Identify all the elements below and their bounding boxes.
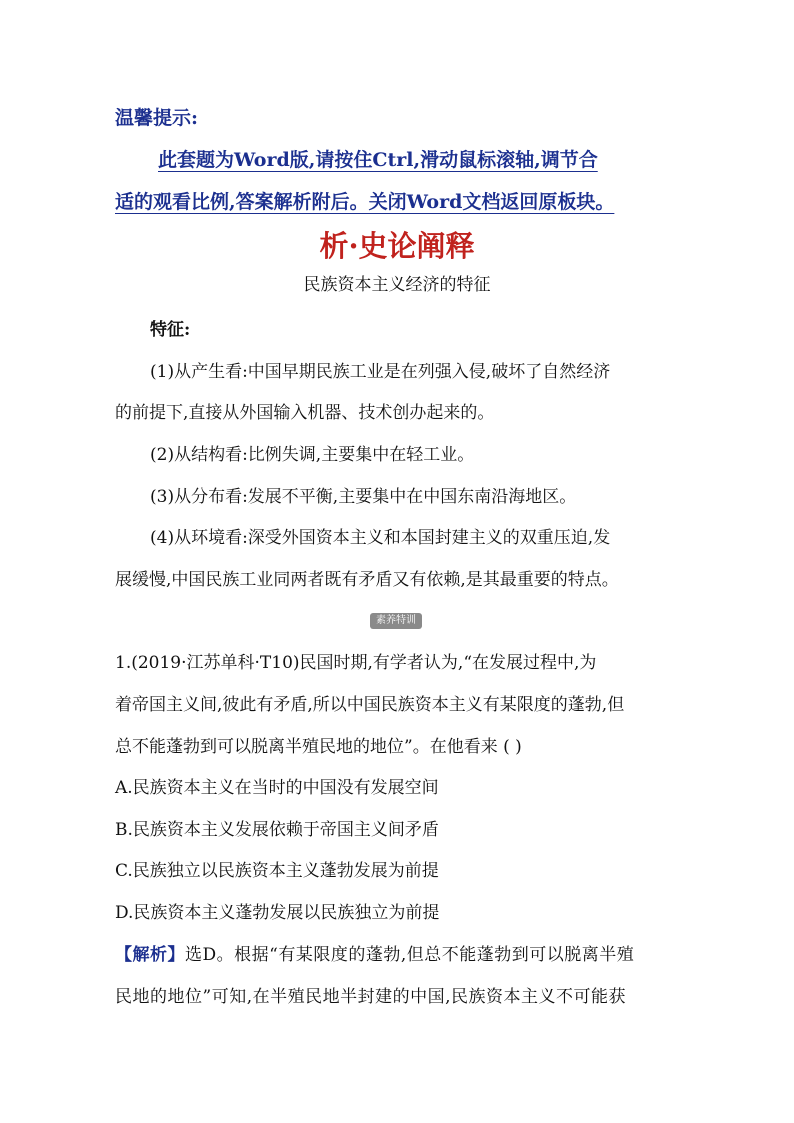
feature-line: (3)从分布看:发展不平衡,主要集中在中国东南沿海地区。 [150, 487, 577, 507]
features-label: 特征: [150, 320, 191, 340]
tip-line-1: 此套题为Word版,请按住Ctrl,滑动鼠标滚轴,调节合 [158, 149, 598, 171]
option-b: B.民族资本主义发展依赖于帝国主义间矛盾 [115, 820, 439, 840]
feature-line: 展缓慢,中国民族工业同两者既有矛盾又有依赖,是其最重要的特点。 [115, 570, 619, 590]
subtitle: 民族资本主义经济的特征 [303, 275, 491, 295]
feature-line: (1)从产生看:中国早期民族工业是在列强入侵,破坏了自然经济 [150, 362, 611, 382]
tip-title: 温馨提示: [115, 107, 199, 129]
question-stem-line: 着帝国主义间,彼此有矛盾,所以中国民族资本主义有某限度的蓬勃,但 [115, 695, 625, 715]
option-d: D.民族资本主义蓬勃发展以民族独立为前提 [115, 903, 440, 923]
option-a: A.民族资本主义在当时的中国没有发展空间 [115, 778, 439, 798]
feature-line: 的前提下,直接从外国输入机器、技术创办起来的。 [115, 403, 495, 423]
feature-line: (4)从环境看:深受外国资本主义和本国封建主义的双重压迫,发 [150, 528, 611, 548]
analysis-line-2: 民地的地位”可知,在半殖民地半封建的中国,民族资本主义不可能获 [115, 987, 626, 1007]
question-stem-line: 1.(2019·江苏单科·T10)民国时期,有学者认为,“在发展过程中,为 [115, 653, 597, 673]
analysis-text: 选D。根据“有某限度的蓬勃,但总不能蓬勃到可以脱离半殖 [185, 945, 635, 965]
section-badge: 素养特训 [370, 613, 422, 629]
analysis-label: 【解析】 [115, 945, 185, 965]
tip-line-2: 适的观看比例,答案解析附后。关闭Word文档返回原板块。 [115, 191, 615, 213]
option-c: C.民族独立以民族资本主义蓬勃发展为前提 [115, 861, 439, 881]
section-heading: 析·史论阐释 [319, 229, 475, 263]
feature-line: (2)从结构看:比例失调,主要集中在轻工业。 [150, 445, 475, 465]
question-stem-line: 总不能蓬勃到可以脱离半殖民地的地位”。在他看来 ( ) [115, 737, 522, 757]
analysis-line-1 [115, 940, 634, 965]
